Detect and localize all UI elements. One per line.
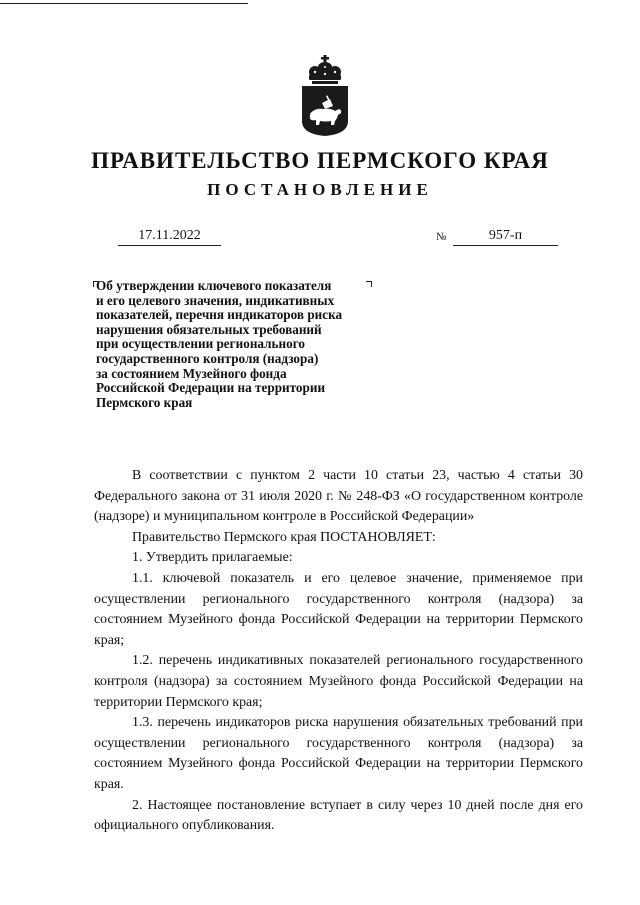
resolution-paragraph: Правительство Пермского края ПОСТАНОВЛЯЕТ:: [132, 529, 436, 545]
subject-line: показателей, перечня индикаторов риска: [96, 307, 343, 323]
perm-krai-coat-of-arms-icon: [300, 55, 350, 137]
clause-2: 2. Настоящее постановление вступает в силу через 10 дней после дня его официального опубликования.: [94, 797, 583, 834]
subject-line: за состоянием Музейного фонда: [96, 365, 287, 381]
top-scan-line: [0, 3, 248, 4]
document-type-title: ПОСТАНОВЛЕНИЕ: [207, 180, 433, 199]
subject-line: Пермского края: [96, 394, 193, 410]
subject-line: при осуществлении регионального: [96, 336, 305, 352]
clause-1-1: 1.1. ключевой показатель и его целевое значение, применяемое при осуществлении регионального государственного контроля (надзора) за состоянием Музейного фонда Российской Федерации на территории Пермского края;: [94, 570, 583, 648]
subject-line: нарушения обязательных требований: [96, 321, 322, 337]
decree-body: [94, 466, 583, 837]
subject-line: Российской Федерации на территории: [96, 380, 326, 396]
clause-1: 1. Утвердить прилагаемые:: [132, 550, 293, 566]
clause-1-3: 1.3. перечень индикаторов риска нарушения обязательных требований при осуществлении регионального государственного контроля (надзора) за состоянием Музейного фонда Российской Федерации на территории Пермского края.: [94, 715, 583, 792]
preamble-paragraph: В соответствии с пунктом 2 части 10 статьи 23, частью 4 статьи 30 Федерального закона от 31 июля 2020 г. № 248-ФЗ «О государственном контроле (надзоре) и муниципальном контроле в Российской Федерации»: [94, 468, 583, 525]
subject-line: государственного контроля (надзора): [96, 350, 319, 366]
decree-number: 957-п: [453, 228, 558, 246]
clause-1-2: 1.2. перечень индикативных показателей регионального государственного контроля (надзора) за состоянием Музейного фонда Российской Федерации на территории Пермского края;: [94, 653, 583, 710]
number-sign: №: [436, 231, 447, 243]
subject-block: [96, 279, 381, 410]
subject-line: Об утверждении ключевого показателя: [96, 278, 332, 293]
subject-line: и его целевого значения, индикативных: [96, 292, 335, 308]
government-title: ПРАВИТЕЛЬСТВО ПЕРМСКОГО КРАЯ: [91, 148, 549, 173]
decree-date: 17.11.2022: [118, 228, 221, 246]
